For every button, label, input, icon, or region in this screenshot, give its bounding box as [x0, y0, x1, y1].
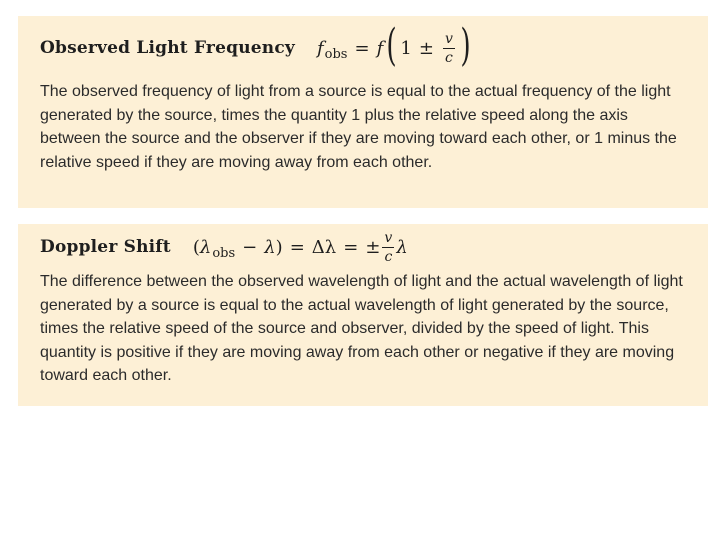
observed-title: Observed Light Frequency — [40, 38, 295, 58]
formula-minus: − — [242, 236, 258, 258]
formula-sub-obs: obs — [324, 46, 348, 62]
observed-frequency-box — [18, 16, 708, 208]
doppler-formula — [193, 231, 408, 264]
doppler-title: Doppler Shift — [40, 237, 171, 257]
formula-equals-2: = — [343, 236, 359, 258]
formula-lambda: λ — [264, 236, 276, 258]
formula-equals-1: = — [289, 236, 305, 258]
formula-right-paren: ) — [460, 20, 471, 71]
observed-heading-row — [40, 16, 686, 80]
formula-sub-obs: obs — [212, 245, 236, 261]
formula-c: c — [384, 248, 393, 265]
formula-right-paren: ) — [275, 236, 283, 258]
formula-f-obs: f — [316, 37, 324, 59]
formula-f: f — [376, 37, 384, 59]
formula-lambda-obs: λ — [199, 236, 212, 258]
formula-v-over-c — [382, 231, 394, 264]
formula-lambda-end: λ — [396, 236, 408, 258]
formula-plus-minus: ± — [418, 37, 434, 59]
formula-plus-minus: ± — [365, 236, 381, 258]
doppler-shift-box — [18, 224, 708, 406]
formula-left-paren: ( — [192, 236, 200, 258]
observed-formula — [316, 20, 474, 71]
doppler-description: The difference between the observed wavelength of light and the actual wavelength of light generated by a source is equal to the actual wavelength of light generated by the source, times the relative speed of the source and observer, divided by the speed of light. This quantity is positive if they are moving away from each other or negative if they are moving toward each other. — [40, 273, 683, 384]
formula-delta-lambda: Δλ — [311, 236, 337, 258]
formula-left-paren: ( — [386, 20, 397, 71]
observed-description: The observed frequency of light from a source is equal to the actual frequency of the light generated by the source, times the quantity 1 plus the relative speed along the axis between the source and the observer if they are moving toward each other, or 1 minus the relative speed if they are moving away from each other. — [40, 83, 677, 171]
formula-c: c — [444, 49, 453, 66]
formula-v-over-c — [443, 32, 455, 65]
formula-equals: = — [354, 37, 370, 59]
formula-v: v — [384, 229, 393, 246]
doppler-heading-row — [40, 224, 686, 270]
formula-v: v — [444, 30, 453, 47]
formula-one: 1 — [400, 37, 412, 59]
